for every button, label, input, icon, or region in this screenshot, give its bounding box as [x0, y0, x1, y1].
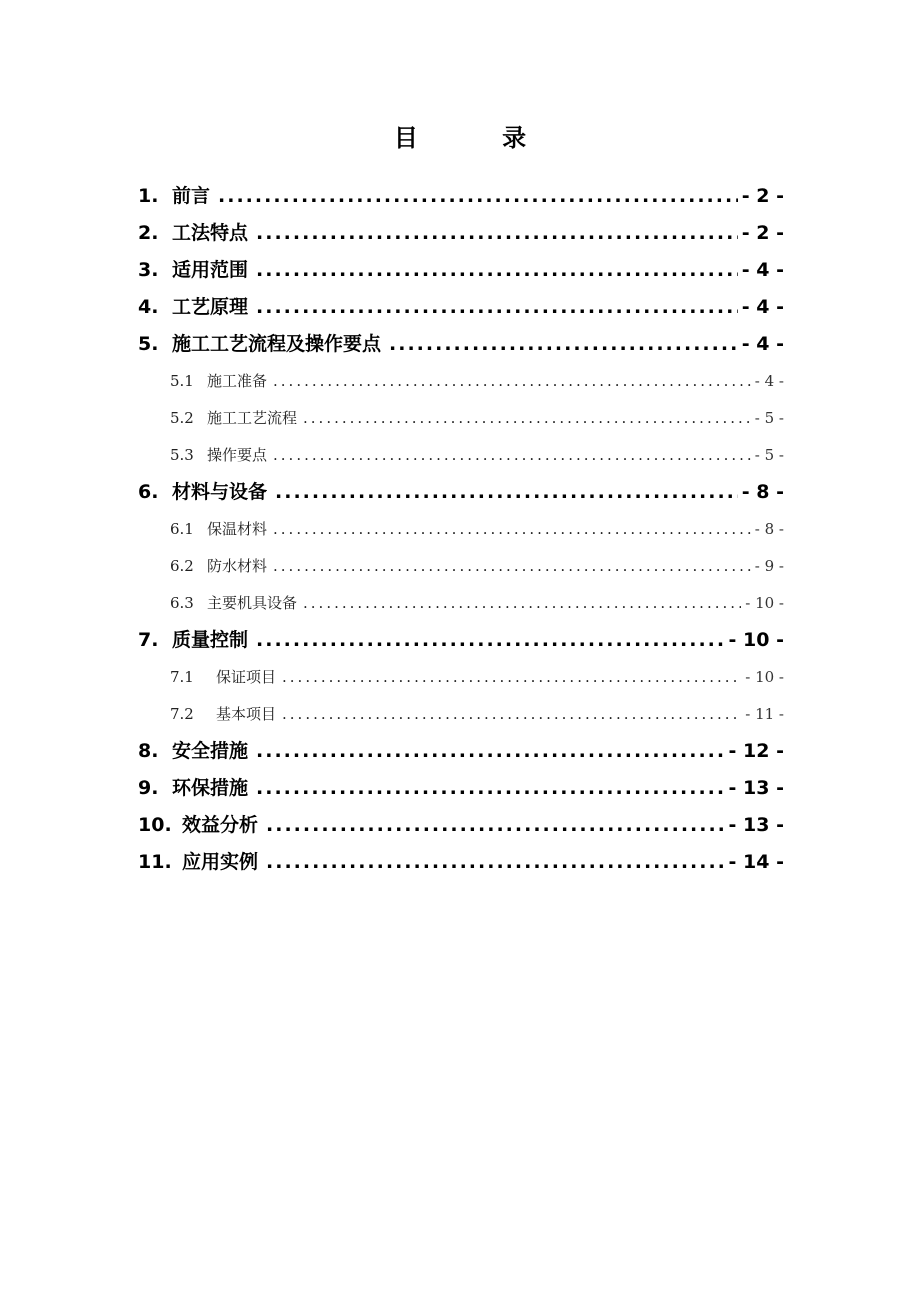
toc-entry-7-2[interactable] [138, 696, 784, 733]
dot-leader [273, 548, 751, 585]
toc-entry-8[interactable] [138, 733, 784, 770]
toc-entry-page: - 4 - [754, 372, 784, 390]
dot-leader [218, 178, 738, 215]
toc-entry-page: - 2 - [741, 185, 784, 207]
table-of-contents [138, 178, 784, 881]
toc-entry-5[interactable] [138, 326, 784, 363]
toc-entry-page: - 8 - [741, 481, 784, 503]
toc-entry-page: - 13 - [728, 814, 784, 836]
toc-entry-page: - 11 - [745, 705, 784, 723]
toc-entry-label: 安全措施 [172, 740, 249, 762]
toc-entry-page: - 4 - [741, 296, 784, 318]
toc-entry-label: 适用范围 [172, 259, 249, 281]
toc-entry-6[interactable] [138, 474, 784, 511]
toc-entry-number: 6.3 [170, 594, 194, 612]
dot-leader [266, 844, 725, 881]
toc-entry-label: 环保措施 [172, 777, 249, 799]
toc-entry-9[interactable] [138, 770, 784, 807]
toc-entry-6-2[interactable] [138, 548, 784, 585]
toc-entry-11[interactable] [138, 844, 784, 881]
dot-leader [256, 215, 738, 252]
toc-entry-page: - 4 - [741, 333, 784, 355]
toc-entry-number: 1. [138, 185, 159, 207]
dot-leader [256, 770, 725, 807]
toc-entry-1[interactable] [138, 178, 784, 215]
dot-leader [256, 733, 725, 770]
dot-leader [266, 807, 725, 844]
toc-entry-number: 6.1 [170, 520, 194, 538]
toc-entry-label: 保证项目 [216, 668, 277, 686]
dot-leader [303, 585, 741, 622]
toc-entry-page: - 10 - [745, 594, 784, 612]
toc-entry-10[interactable] [138, 807, 784, 844]
toc-entry-page: - 12 - [728, 740, 784, 762]
toc-entry-page: - 14 - [728, 851, 784, 873]
toc-entry-number: 10. [138, 814, 172, 836]
toc-entry-3[interactable] [138, 252, 784, 289]
toc-entry-page: - 8 - [754, 520, 784, 538]
toc-entry-page: - 5 - [754, 409, 784, 427]
dot-leader [273, 437, 751, 474]
dot-leader [282, 659, 741, 696]
toc-entry-number: 9. [138, 777, 159, 799]
toc-entry-5-3[interactable] [138, 437, 784, 474]
toc-entry-label: 施工准备 [207, 372, 268, 390]
toc-entry-7-1[interactable] [138, 659, 784, 696]
toc-entry-number: 5. [138, 333, 159, 355]
toc-entry-label: 质量控制 [172, 629, 249, 651]
toc-entry-label: 工法特点 [172, 222, 249, 244]
toc-title: 目 录 [393, 124, 565, 152]
toc-entry-number: 8. [138, 740, 159, 762]
dot-leader [256, 289, 738, 326]
dot-leader [256, 622, 725, 659]
toc-entry-6-3[interactable] [138, 585, 784, 622]
toc-entry-label: 操作要点 [207, 446, 268, 464]
toc-entry-number: 5.2 [170, 409, 194, 427]
toc-entry-number: 5.1 [170, 372, 194, 390]
toc-entry-page: - 4 - [741, 259, 784, 281]
dot-leader [273, 511, 751, 548]
toc-entry-2[interactable] [138, 215, 784, 252]
toc-entry-number: 3. [138, 259, 159, 281]
toc-entry-number: 6.2 [170, 557, 194, 575]
toc-entry-number: 6. [138, 481, 159, 503]
toc-entry-number: 2. [138, 222, 159, 244]
dot-leader [256, 252, 738, 289]
toc-entry-label: 应用实例 [182, 851, 259, 873]
toc-entry-label: 施工工艺流程 [207, 409, 298, 427]
toc-entry-label: 施工工艺流程及操作要点 [172, 333, 382, 355]
toc-entry-7[interactable] [138, 622, 784, 659]
toc-entry-5-2[interactable] [138, 400, 784, 437]
dot-leader [389, 326, 738, 363]
toc-entry-4[interactable] [138, 289, 784, 326]
dot-leader [275, 474, 738, 511]
toc-entry-label: 前言 [172, 185, 211, 207]
toc-entry-number: 7.2 [170, 705, 194, 723]
toc-entry-label: 保温材料 [207, 520, 268, 538]
toc-entry-label: 防水材料 [207, 557, 268, 575]
toc-entry-number: 4. [138, 296, 159, 318]
toc-entry-number: 11. [138, 851, 172, 873]
toc-entry-number: 7.1 [170, 668, 194, 686]
toc-entry-label: 效益分析 [182, 814, 259, 836]
toc-entry-page: - 5 - [754, 446, 784, 464]
toc-entry-label: 材料与设备 [172, 481, 268, 503]
toc-entry-page: - 13 - [728, 777, 784, 799]
dot-leader [282, 696, 741, 733]
toc-entry-5-1[interactable] [138, 363, 784, 400]
toc-entry-label: 主要机具设备 [207, 594, 298, 612]
toc-entry-page: - 10 - [728, 629, 784, 651]
toc-entry-label: 工艺原理 [172, 296, 249, 318]
dot-leader [303, 400, 751, 437]
toc-entry-page: - 2 - [741, 222, 784, 244]
toc-entry-label: 基本项目 [216, 705, 277, 723]
toc-entry-number: 7. [138, 629, 159, 651]
toc-entry-6-1[interactable] [138, 511, 784, 548]
dot-leader [273, 363, 751, 400]
toc-entry-page: - 9 - [754, 557, 784, 575]
toc-entry-number: 5.3 [170, 446, 194, 464]
toc-entry-page: - 10 - [745, 668, 784, 686]
